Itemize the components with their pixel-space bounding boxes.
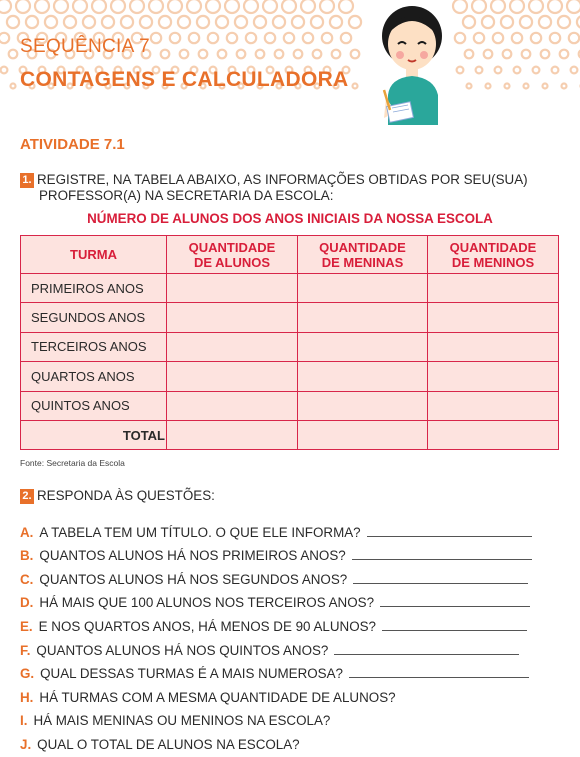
bubble-dot <box>472 0 486 13</box>
bubble-dot <box>189 33 199 43</box>
bubble-dot <box>560 50 569 59</box>
answer-line[interactable] <box>352 558 532 560</box>
bubble-dot <box>178 16 190 28</box>
bubble-dot <box>168 0 182 13</box>
bubble-dot <box>467 84 472 89</box>
item-text: QUAL O TOTAL DE ALUNOS NA ESCOLA? <box>37 736 300 752</box>
bubble-dot <box>303 33 313 43</box>
cell-total-meninos[interactable] <box>428 420 559 449</box>
sequence-label: SEQUÊNCIA 7 <box>20 36 151 57</box>
bubble-dot <box>567 0 580 13</box>
list-item <box>20 540 560 564</box>
answer-line[interactable] <box>382 629 527 631</box>
bubble-dot <box>54 0 68 13</box>
bubble-dot <box>322 33 332 43</box>
table-row <box>21 274 559 303</box>
students-table <box>20 235 559 450</box>
answer-line[interactable] <box>349 676 529 678</box>
bubble-dot <box>26 16 38 28</box>
bubble-dot <box>520 16 532 28</box>
bubble-dot <box>225 0 239 13</box>
bubble-dot <box>121 16 133 28</box>
cell-alunos[interactable] <box>167 362 298 391</box>
bubble-dot <box>244 0 258 13</box>
item-text: QUANTOS ALUNOS HÁ NOS SEGUNDOS ANOS? <box>39 571 348 587</box>
item-letter: D. <box>20 595 34 611</box>
bubble-dot <box>330 16 342 28</box>
bubble-dot <box>294 50 303 59</box>
bubble-dot <box>273 16 285 28</box>
bubble-dot <box>35 0 49 13</box>
cell-meninos[interactable] <box>428 332 559 361</box>
bubble-dot <box>531 33 541 43</box>
bubble-dot <box>254 16 266 28</box>
item-letter: G. <box>20 666 35 682</box>
item-text: QUAL DESSAS TURMAS É A MAIS NUMEROSA? <box>40 666 343 682</box>
bubble-dot <box>83 16 95 28</box>
bubble-dot <box>292 16 304 28</box>
row-label: QUARTOS ANOS <box>21 362 167 391</box>
table-total-row <box>21 420 559 449</box>
bubble-dot <box>543 84 548 89</box>
bubble-dot <box>246 33 256 43</box>
item-letter: B. <box>20 548 34 564</box>
question-2 <box>20 488 215 504</box>
item-text: E NOS QUARTOS ANOS, HÁ MENOS DE 90 ALUNOS? <box>38 618 377 634</box>
bubble-dot <box>151 33 161 43</box>
item-letter: F. <box>20 642 31 658</box>
bubble-dot <box>256 50 265 59</box>
question-list <box>20 516 560 752</box>
cell-meninas[interactable] <box>298 274 428 303</box>
question-1 <box>20 172 560 204</box>
bubble-dot <box>482 16 494 28</box>
bubble-dot <box>533 67 540 74</box>
bubble-dot <box>265 33 275 43</box>
bubble-dot <box>311 16 323 28</box>
bubble-dot <box>332 50 341 59</box>
bubble-dot <box>512 33 522 43</box>
item-letter: H. <box>20 689 34 705</box>
bubble-dot <box>282 0 296 13</box>
bubble-dot <box>237 50 246 59</box>
header-quantidade-meninos: QUANTIDADE DE MENINOS <box>428 236 559 274</box>
bubble-dot <box>453 0 467 13</box>
bubble-dot <box>102 16 114 28</box>
table-row <box>21 362 559 391</box>
bubble-dot <box>284 33 294 43</box>
cell-meninas[interactable] <box>298 303 428 332</box>
table-title: NÚMERO DE ALUNOS DOS ANOS INICIAIS DA NOSSA ESCOLA <box>87 211 493 226</box>
bubble-dot <box>111 0 125 13</box>
row-label: PRIMEIROS ANOS <box>21 274 167 303</box>
item-letter: I. <box>20 713 28 729</box>
question-2-number: 2. <box>20 489 34 504</box>
header-turma: TURMA <box>21 236 167 274</box>
item-text: HÁ TURMAS COM A MESMA QUANTIDADE DE ALUNOS? <box>39 689 396 705</box>
list-item <box>20 705 560 729</box>
bubble-dot <box>11 84 16 89</box>
bubble-dot <box>463 16 475 28</box>
bubble-dot <box>562 84 567 89</box>
bubble-dot <box>64 16 76 28</box>
item-text: A TABELA TEM UM TÍTULO. O QUE ELE INFORMA? <box>39 524 361 540</box>
bubble-dot <box>130 0 144 13</box>
bubble-dot <box>320 0 334 13</box>
bubble-dot <box>313 50 322 59</box>
list-item <box>20 634 560 658</box>
cell-meninas[interactable] <box>298 391 428 420</box>
answer-line[interactable] <box>334 653 519 655</box>
bubble-dot <box>524 84 529 89</box>
bubble-dot <box>476 67 483 74</box>
cell-total-meninas[interactable] <box>298 420 428 449</box>
bubble-dot <box>529 0 543 13</box>
bubble-dot <box>495 67 502 74</box>
bubble-dot <box>341 33 351 43</box>
bubble-dot <box>552 67 559 74</box>
list-item <box>20 610 560 634</box>
bubble-dot <box>339 0 353 13</box>
girl-writing-illustration <box>372 0 452 125</box>
bubble-dot <box>208 33 218 43</box>
bubble-dot <box>501 16 513 28</box>
bubble-dot <box>9 50 18 59</box>
activity-title: ATIVIDADE 7.1 <box>20 136 125 153</box>
total-label: TOTAL <box>21 420 167 449</box>
bubble-dot <box>455 33 465 43</box>
cell-alunos[interactable] <box>167 332 298 361</box>
bubble-dot <box>0 33 9 43</box>
table-source: Fonte: Secretaria da Escola <box>20 458 125 468</box>
bubble-dot <box>227 33 237 43</box>
bubble-dot <box>505 84 510 89</box>
item-letter: C. <box>20 571 34 587</box>
item-text: HÁ MAIS QUE 100 ALUNOS NOS TERCEIROS ANOS? <box>39 595 375 611</box>
bubble-dot <box>161 50 170 59</box>
bubble-dot <box>1 67 8 74</box>
bubble-dot <box>351 50 360 59</box>
bubble-dot <box>491 0 505 13</box>
bubble-dot <box>149 0 163 13</box>
question-1-number: 1. <box>20 173 34 188</box>
bubble-dot <box>187 0 201 13</box>
bubble-dot <box>235 16 247 28</box>
row-label: QUINTOS ANOS <box>21 391 167 420</box>
table-row <box>21 303 559 332</box>
bubble-dot <box>159 16 171 28</box>
bubble-dot <box>92 0 106 13</box>
row-label: TERCEIROS ANOS <box>21 332 167 361</box>
list-item <box>20 728 560 752</box>
item-letter: E. <box>20 618 33 634</box>
bubble-dot <box>503 50 512 59</box>
bubble-dot <box>349 16 361 28</box>
item-text: QUANTOS ALUNOS HÁ NOS QUINTOS ANOS? <box>36 642 329 658</box>
bubble-dot <box>484 50 493 59</box>
bubble-dot <box>206 0 220 13</box>
cell-alunos[interactable] <box>167 274 298 303</box>
bubble-dot <box>7 16 19 28</box>
header-quantidade-meninas: QUANTIDADE DE MENINAS <box>298 236 428 274</box>
cell-meninas[interactable] <box>298 332 428 361</box>
bubble-dot <box>301 0 315 13</box>
list-item <box>20 658 560 682</box>
bubble-dot <box>457 67 464 74</box>
bubble-dot <box>353 84 358 89</box>
item-text: QUANTOS ALUNOS HÁ NOS PRIMEIROS ANOS? <box>39 548 346 564</box>
answer-line[interactable] <box>367 535 532 537</box>
list-item <box>20 587 560 611</box>
answer-line[interactable] <box>353 582 528 584</box>
bubble-dot <box>197 16 209 28</box>
list-item <box>20 681 560 705</box>
answer-line[interactable] <box>380 605 530 607</box>
bubble-dot <box>510 0 524 13</box>
bubble-dot <box>514 67 521 74</box>
cell-meninos[interactable] <box>428 391 559 420</box>
question-1-line1: REGISTRE, NA TABELA ABAIXO, AS INFORMAÇÕES OBTIDAS POR SEU(SUA) <box>37 172 528 187</box>
bubble-dot <box>571 67 578 74</box>
bubble-dot <box>539 16 551 28</box>
bubble-dot <box>170 33 180 43</box>
bubble-dot <box>550 33 560 43</box>
cell-alunos[interactable] <box>167 303 298 332</box>
cell-meninos[interactable] <box>428 362 559 391</box>
cell-meninos[interactable] <box>428 274 559 303</box>
bubble-dot <box>263 0 277 13</box>
bubble-dot <box>199 50 208 59</box>
item-letter: A. <box>20 524 34 540</box>
bubble-dot <box>16 0 30 13</box>
bubble-dot <box>73 0 87 13</box>
bubble-dot <box>541 50 550 59</box>
bubble-dot <box>474 33 484 43</box>
page-title: CONTAGENS E CALCULADORA <box>20 68 349 91</box>
bubble-dot <box>493 33 503 43</box>
bubble-dot <box>180 50 189 59</box>
bubble-dot <box>558 16 570 28</box>
bubble-dot <box>218 50 227 59</box>
cell-meninos[interactable] <box>428 303 559 332</box>
item-text: HÁ MAIS MENINAS OU MENINOS NA ESCOLA? <box>33 713 331 729</box>
list-item <box>20 516 560 540</box>
header-quantidade-alunos: QUANTIDADE DE ALUNOS <box>167 236 298 274</box>
bubble-dot <box>45 16 57 28</box>
bubble-dot <box>522 50 531 59</box>
bubble-dot <box>140 16 152 28</box>
question-2-text: RESPONDA ÀS QUESTÕES: <box>37 488 215 503</box>
cell-alunos[interactable] <box>167 391 298 420</box>
cell-meninas[interactable] <box>298 362 428 391</box>
bubble-dot <box>275 50 284 59</box>
list-item <box>20 563 560 587</box>
cell-total-alunos[interactable] <box>167 420 298 449</box>
table-header-row <box>21 236 559 274</box>
bubble-dot <box>548 0 562 13</box>
bubble-dot <box>486 84 491 89</box>
table-row <box>21 332 559 361</box>
table-row <box>21 391 559 420</box>
bubble-dot <box>465 50 474 59</box>
bubble-dot <box>569 33 579 43</box>
bubble-dot <box>0 0 11 13</box>
question-1-line2: PROFESSOR(A) NA SECRETARIA DA ESCOLA: <box>39 188 334 203</box>
bubble-dot <box>216 16 228 28</box>
item-letter: J. <box>20 736 32 752</box>
row-label: SEGUNDOS ANOS <box>21 303 167 332</box>
